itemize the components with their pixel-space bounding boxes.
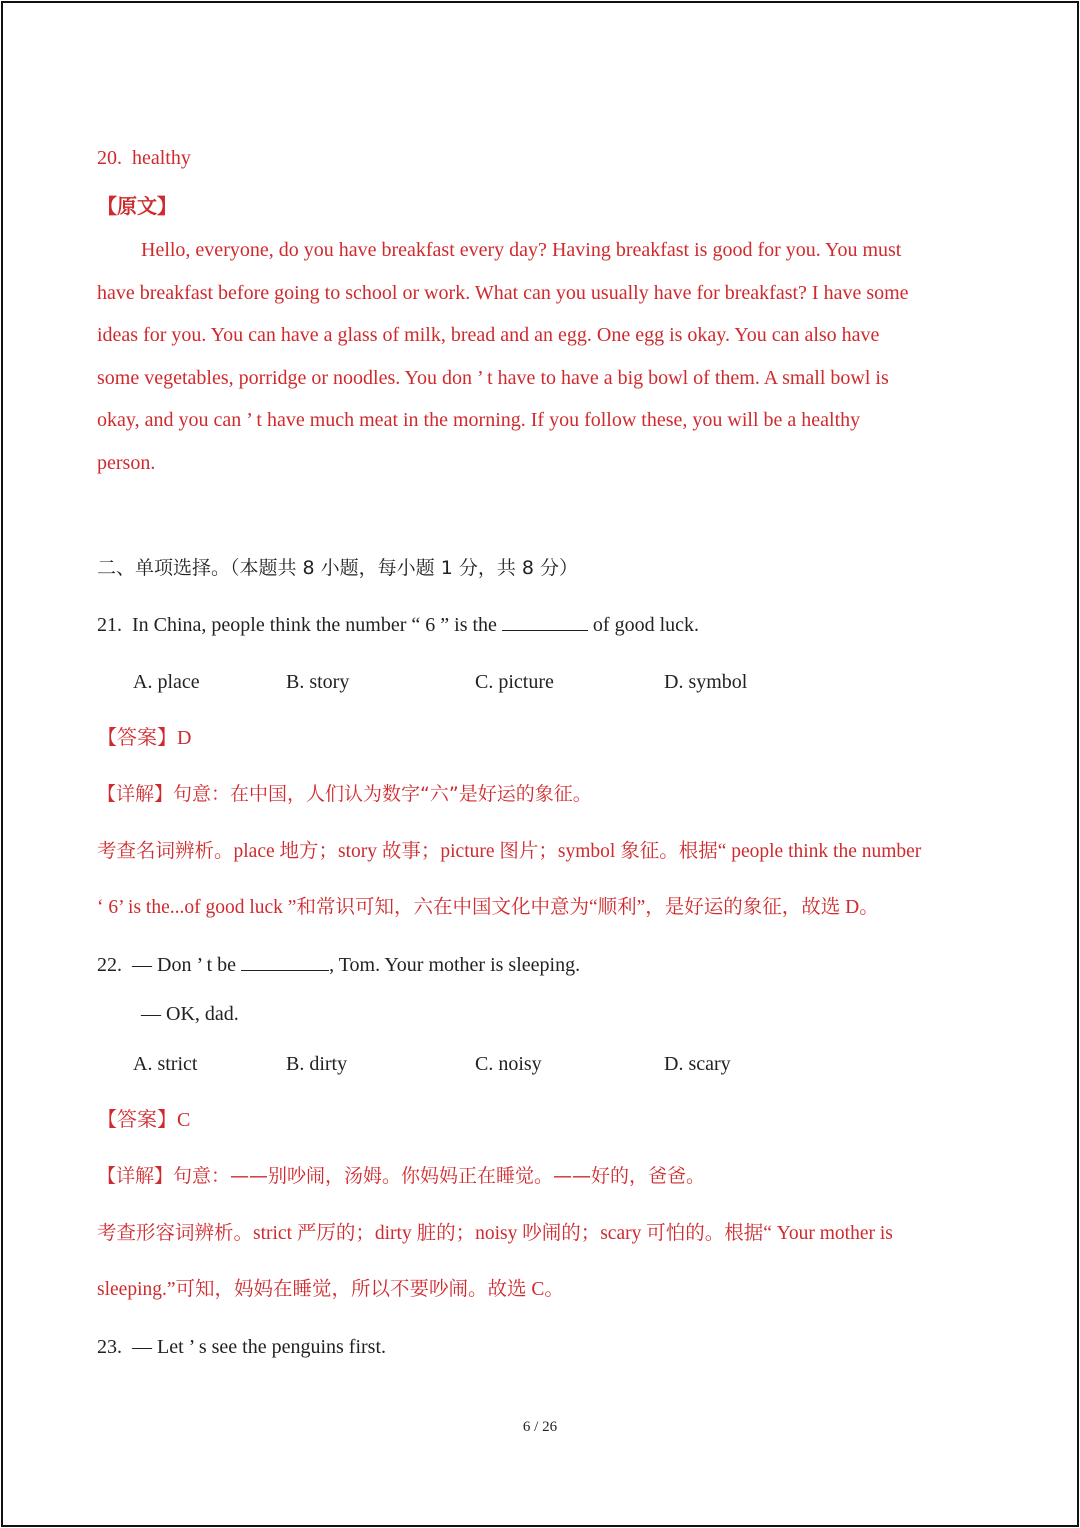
q22-option-a: A. strict — [133, 1053, 198, 1075]
original-line: person. — [97, 452, 156, 474]
q20-number: 20. — [97, 147, 122, 169]
q21-option-a: A. place — [133, 671, 200, 693]
q21-answer: 【答案】D — [97, 727, 192, 749]
page-number: 6 / 26 — [522, 1419, 558, 1435]
q20-answer: healthy — [132, 147, 191, 169]
q22-option-d: D. scary — [664, 1053, 731, 1075]
q21-detail: ‘ 6’ is the...of good luck ”和常识可知，六在中国文化中意为“顺利”，是好运的象征，故选 D。 — [97, 897, 879, 918]
q21-number: 21. — [97, 614, 122, 636]
q22-detail: sleeping.”可知，妈妈在睡觉，所以不要吵闹。故选 C。 — [97, 1279, 564, 1300]
q21-option-c: C. picture — [475, 671, 554, 693]
q22-option-c: C. noisy — [475, 1053, 542, 1075]
q22-option-b: B. dirty — [286, 1053, 348, 1075]
q21-option-d: D. symbol — [664, 671, 748, 693]
original-line: some vegetables, porridge or noodles. You don ’ t have to have a big bowl of them. A small bowl is — [97, 367, 889, 389]
q23-stem-text: — Let ’ s see the penguins first. — [132, 1336, 387, 1358]
original-line: Hello, everyone, do you have breakfast every day? Having breakfast is good for you. You must — [141, 239, 902, 261]
q22-number: 22. — [97, 954, 122, 976]
q22-stem — [97, 953, 580, 977]
q21-option-b: B. story — [286, 671, 350, 693]
q22-blank — [241, 954, 329, 971]
q21-blank — [502, 614, 588, 631]
q22-detail: 【详解】句意：——别吵闹，汤姆。你妈妈正在睡觉。——好的，爸爸。 — [97, 1165, 706, 1187]
q23-number: 23. — [97, 1336, 122, 1358]
original-line: have breakfast before going to school or work. What can you usually have for breakfast? I have some — [97, 282, 909, 304]
original-line: okay, and you can ’ t have much meat in the morning. If you follow these, you will be a healthy — [97, 409, 861, 431]
original-line: ideas for you. You can have a glass of milk, bread and an egg. One egg is okay. You can also have — [97, 324, 880, 346]
q21-stem — [97, 613, 699, 637]
q22-reply: — OK, dad. — [141, 1003, 239, 1025]
q22-detail: 考查形容词辨析。strict 严厉的；dirty 脏的；noisy 吵闹的；scary 可怕的。根据“ Your mother is — [97, 1223, 893, 1244]
q22-stem-before: — Don ’ t be — [132, 954, 237, 976]
q23-stem — [97, 1335, 386, 1359]
q22-answer: 【答案】C — [97, 1109, 191, 1131]
original-label: 【原文】 — [97, 194, 177, 218]
q21-stem-before: In China, people think the number “ 6 ” is the — [132, 614, 497, 636]
q22-stem-after: , Tom. Your mother is sleeping. — [329, 954, 581, 976]
section-heading: 二、单项选择。（本题共 8 小题，每小题 1 分，共 8 分） — [97, 557, 579, 579]
q20-answer-line — [97, 146, 191, 170]
q21-stem-after: of good luck. — [592, 614, 700, 636]
q21-detail: 考查名词辨析。place 地方；story 故事；picture 图片；symbol 象征。根据“ people think the number — [97, 841, 922, 862]
q21-detail: 【详解】句意：在中国，人们认为数字“六”是好运的象征。 — [97, 783, 592, 805]
